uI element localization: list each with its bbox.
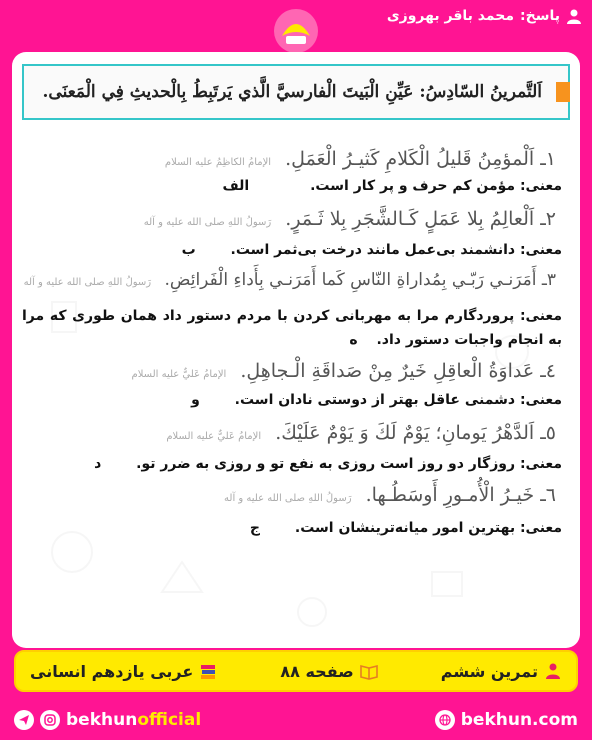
hadith-source: رَسولُ اللهِ صلی الله علیه و آله bbox=[143, 217, 272, 228]
meaning-text: معنی: روزگار دو روز است روزی به نفع تو و روزی به ضرر تو. د bbox=[94, 456, 562, 472]
social-handle[interactable]: bekhunofficial bbox=[14, 710, 201, 730]
meaning-text: معنی: پروردگارم مرا به مهربانی کردن با مردم دستور داد همان طوری که مرا به انجام واجبات دستور داد. ه bbox=[22, 304, 562, 352]
author-label: پاسخ: bbox=[520, 8, 560, 24]
hadith-text: ١ـ اَلْمؤمِنُ قَليلُ الْكَلامِ كَثيـرُ الْعَمَلِ. الإمامُ الكاظِمُ عليه السلام bbox=[164, 148, 556, 170]
hadith-text: ٥ـ اَلدَّهْرُ يَومانِ؛ يَوْمٌ لَكَ وَ يَوْمٌ عَلَيْكَ. الإمامُ عَليٌّ عليه السلام bbox=[166, 422, 556, 444]
books-stack-icon bbox=[199, 662, 217, 680]
hadith-text: ٢ـ اَلْعالِمُ بِلا عَمَلٍ كَـالشَّجَرِ بِلا ثَـمَرٍ. رَسولُ اللهِ صلی الله علیه و آله bbox=[143, 208, 556, 230]
answer-letter: ب bbox=[181, 242, 196, 258]
exercise-heading bbox=[22, 64, 570, 120]
heading-accent-marker bbox=[556, 82, 570, 102]
footer-exercise: تمرین ششم bbox=[441, 662, 562, 681]
author-credit bbox=[387, 8, 582, 24]
meaning-text: معنی: بهترین امور میانه‌ترینشان است. ج bbox=[249, 520, 562, 536]
student-icon bbox=[544, 662, 562, 680]
hadith-text: ٣ـ أَمَرَنـي رَبّـي بِمُداراةِ النّاسِ كَما أَمَرَنـي بِأَداءِ الْفَرائِضِ. رَسولُ اللهِ صلی الله علیه و آله bbox=[23, 270, 556, 290]
exercise-title: اَلتَّمرينُ السّادِسُ: عَيِّنِ الْبَيتَ الْفارسيَّ الَّذي يَرتَبِطُ بِالْحديثِ فِي الْمَعنَى. bbox=[42, 82, 542, 102]
hadith-source: رَسولُ اللهِ صلی الله علیه و آله bbox=[23, 277, 152, 288]
meaning-text: معنی: مؤمن کم حرف و پر کار است. الف bbox=[222, 178, 562, 194]
author-name: محمد باقر بهروزی bbox=[386, 8, 515, 24]
footer-info-bar bbox=[14, 650, 578, 692]
website-link[interactable]: bekhun.com bbox=[435, 710, 578, 730]
globe-icon bbox=[435, 710, 455, 730]
telegram-icon bbox=[14, 710, 34, 730]
meaning-text: معنی: دشمنی عاقل بهتر از دوستی نادان است. و bbox=[191, 392, 562, 408]
answer-letter: ه bbox=[349, 332, 358, 348]
open-book-icon bbox=[360, 662, 378, 680]
hadith-source: رَسولُ اللهِ صلی الله علیه و آله bbox=[224, 493, 352, 504]
hadith-text: ٦ـ خَيـرُ الْأُمـورِ أَوسَطُـها. رَسولُ اللهِ صلی الله علیه و آله bbox=[224, 484, 556, 506]
footer-book: عربی یازدهم انسانی bbox=[30, 662, 217, 681]
user-icon bbox=[566, 8, 582, 24]
hadith-text: ٤ـ عَداوَةُ الْعاقِلِ خَيرٌ مِنْ صَداقَةِ الْـجاهِلِ. الإمامُ عَليٌّ عليه السلام bbox=[131, 360, 556, 382]
answer-letter: و bbox=[191, 392, 200, 408]
hadith-source: الإمامُ الكاظِمُ عليه السلام bbox=[164, 157, 272, 168]
brand-bar bbox=[0, 700, 592, 740]
answer-letter: د bbox=[94, 456, 102, 472]
brand-logo-icon bbox=[268, 6, 324, 56]
answer-letter: ج bbox=[249, 520, 261, 536]
answer-letter: الف bbox=[222, 178, 250, 194]
hadith-source: الإمامُ عَليٌّ عليه السلام bbox=[131, 369, 227, 380]
hadith-source: الإمامُ عَليٌّ عليه السلام bbox=[166, 431, 262, 442]
footer-page: صفحه ۸۸ bbox=[280, 662, 377, 681]
instagram-icon bbox=[40, 710, 60, 730]
meaning-text: معنی: دانشمند بی‌عمل مانند درخت بی‌ثمر است. ب bbox=[181, 242, 562, 258]
content-card bbox=[12, 52, 580, 648]
